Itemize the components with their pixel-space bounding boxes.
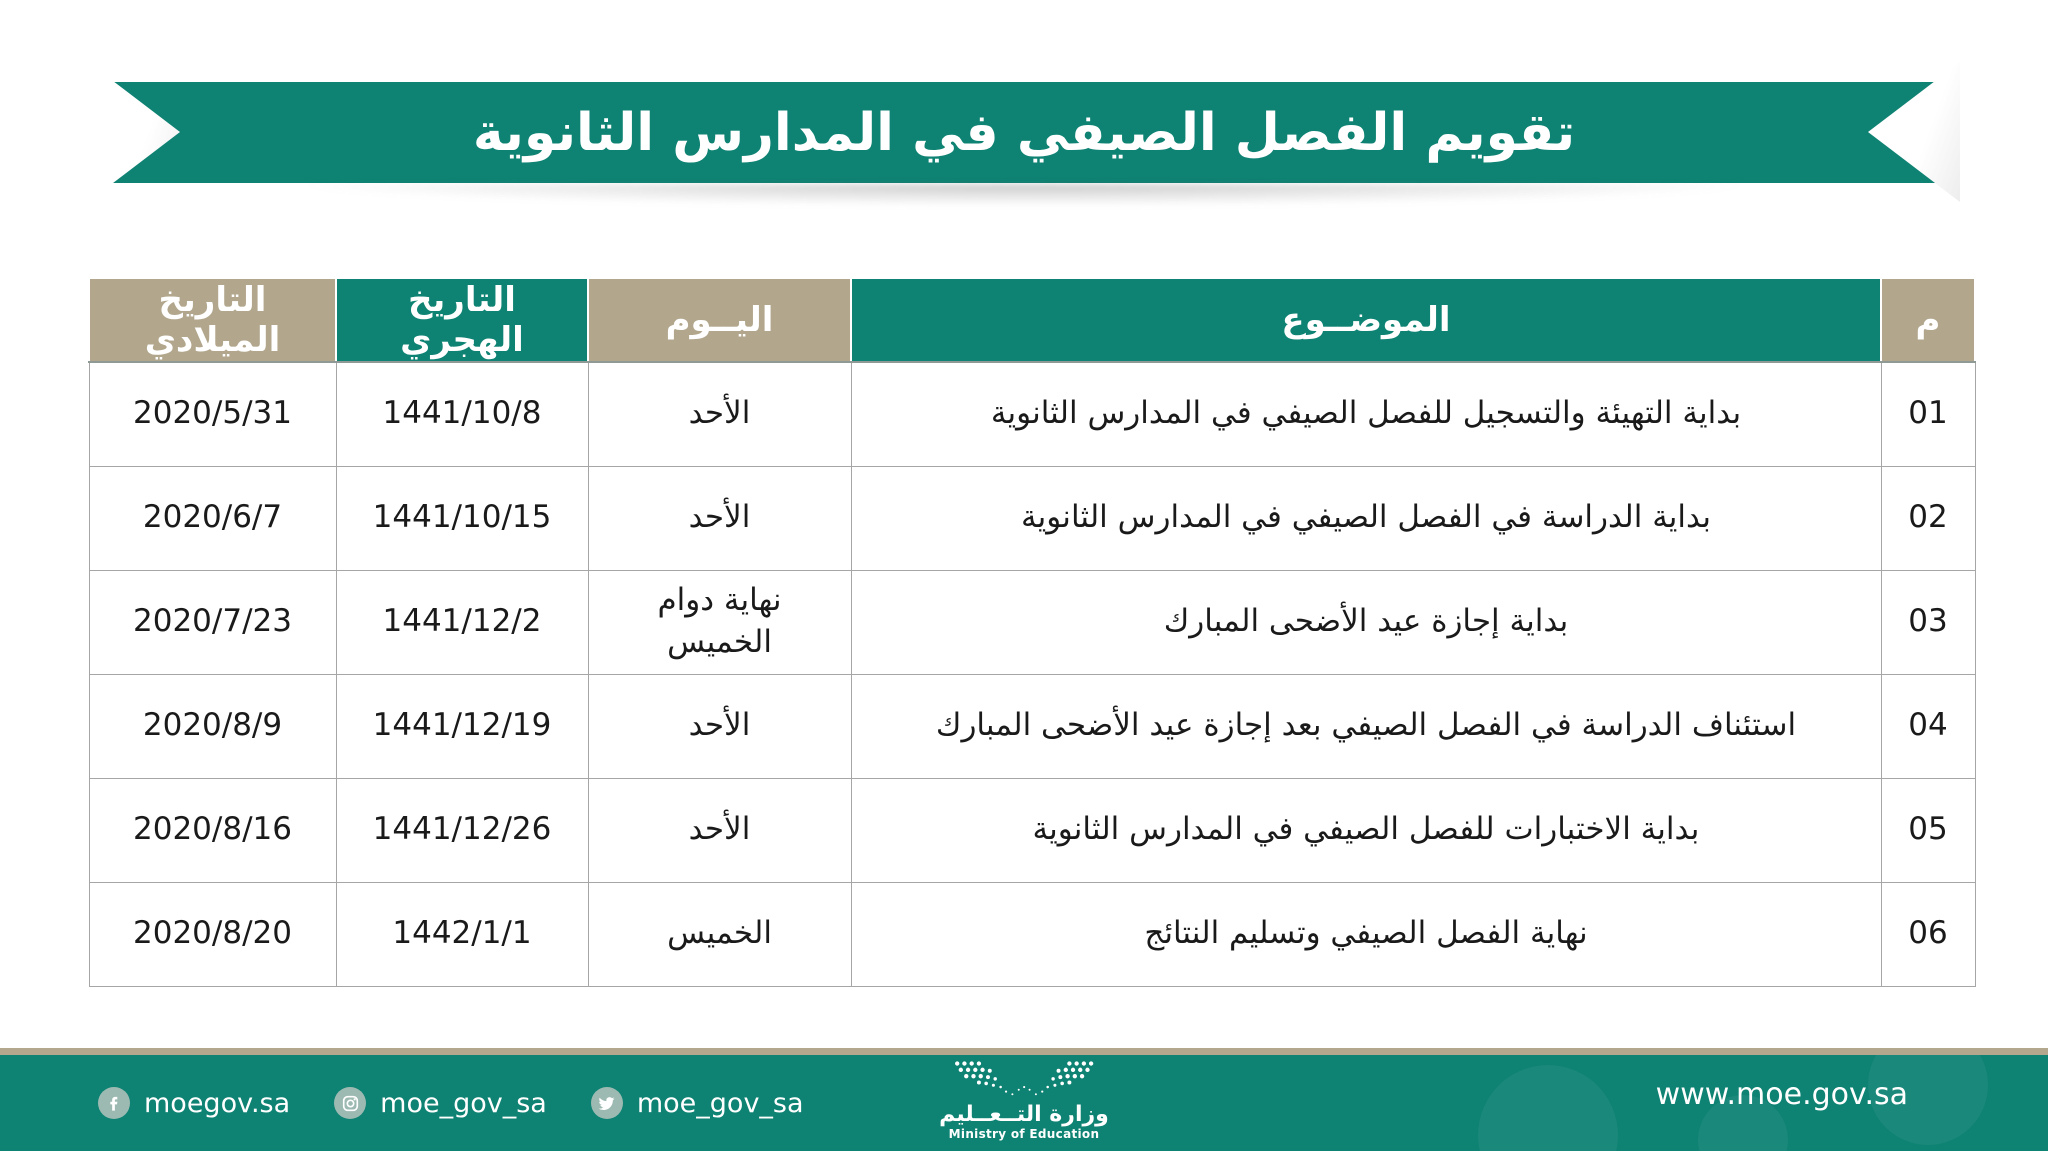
title-ribbon [92, 82, 1956, 183]
website-link[interactable]: www.moe.gov.sa [1655, 1076, 1908, 1112]
cell-hijri: 1442/1/1 [336, 882, 588, 986]
cell-gregorian: 2020/8/20 [89, 882, 336, 986]
cell-hijri: 1441/10/15 [336, 466, 588, 570]
table-row [89, 570, 1975, 674]
moe-logo-dots [949, 1059, 1099, 1097]
social-links [98, 1055, 804, 1151]
cell-hijri: 1441/12/19 [336, 674, 588, 778]
cell-gregorian: 2020/8/9 [89, 674, 336, 778]
cell-no: 03 [1881, 570, 1975, 674]
instagram-icon [334, 1087, 366, 1119]
cell-subject: نهاية الفصل الصيفي وتسليم النتائج [851, 882, 1881, 986]
cell-subject: بداية التهيئة والتسجيل للفصل الصيفي في المدارس الثانوية [851, 362, 1881, 466]
cell-day: نهاية دوام الخميس [588, 570, 851, 674]
cell-subject: بداية الدراسة في الفصل الصيفي في المدارس الثانوية [851, 466, 1881, 570]
instagram-link[interactable] [334, 1087, 547, 1119]
cell-day: الأحد [588, 362, 851, 466]
cell-subject: بداية إجازة عيد الأضحى المبارك [851, 570, 1881, 674]
header-no: م [1881, 278, 1975, 362]
ministry-name-arabic: وزارة التــعــليم [939, 1102, 1109, 1127]
page-title: تقويم الفصل الصيفي في المدارس الثانوية [472, 102, 1576, 163]
header-gregorian: التاريخ الميلادي [89, 278, 336, 362]
cell-gregorian: 2020/5/31 [89, 362, 336, 466]
footer-accent-line [0, 1048, 2048, 1055]
cell-hijri: 1441/12/2 [336, 570, 588, 674]
cell-gregorian: 2020/7/23 [89, 570, 336, 674]
table-header-row [89, 278, 1975, 362]
facebook-handle: moegov.sa [144, 1087, 291, 1119]
instagram-handle: moe_gov_sa [380, 1087, 547, 1119]
cell-subject: استئناف الدراسة في الفصل الصيفي بعد إجازة عيد الأضحى المبارك [851, 674, 1881, 778]
cell-gregorian: 2020/8/16 [89, 778, 336, 882]
table-row [89, 466, 1975, 570]
twitter-icon [591, 1087, 623, 1119]
header-day: اليــوم [588, 278, 851, 362]
cell-hijri: 1441/10/8 [336, 362, 588, 466]
twitter-handle: moe_gov_sa [636, 1087, 804, 1119]
cell-no: 04 [1881, 674, 1975, 778]
header-hijri: التاريخ الهجري [336, 278, 588, 362]
ministry-name-english: Ministry of Education [948, 1127, 1100, 1141]
header-subject: الموضــوع [851, 278, 1881, 362]
calendar-table [88, 277, 1976, 987]
ribbon-shadow [150, 184, 1898, 212]
footer-pattern [1478, 1065, 1618, 1151]
facebook-icon [98, 1087, 130, 1119]
table-row [89, 674, 1975, 778]
cell-no: 05 [1881, 778, 1975, 882]
twitter-link[interactable] [591, 1087, 804, 1119]
facebook-link[interactable] [98, 1087, 290, 1119]
cell-hijri: 1441/12/26 [336, 778, 588, 882]
cell-day: الأحد [588, 674, 851, 778]
cell-day: الأحد [588, 466, 851, 570]
cell-no: 01 [1881, 362, 1975, 466]
table-row [89, 778, 1975, 882]
cell-no: 02 [1881, 466, 1975, 570]
ministry-logo [939, 1059, 1109, 1141]
footer-bar [0, 1055, 2048, 1151]
cell-day: الخميس [588, 882, 851, 986]
cell-subject: بداية الاختبارات للفصل الصيفي في المدارس الثانوية [851, 778, 1881, 882]
table-row [89, 882, 1975, 986]
cell-gregorian: 2020/6/7 [89, 466, 336, 570]
table-row [89, 362, 1975, 466]
cell-no: 06 [1881, 882, 1975, 986]
cell-day: الأحد [588, 778, 851, 882]
